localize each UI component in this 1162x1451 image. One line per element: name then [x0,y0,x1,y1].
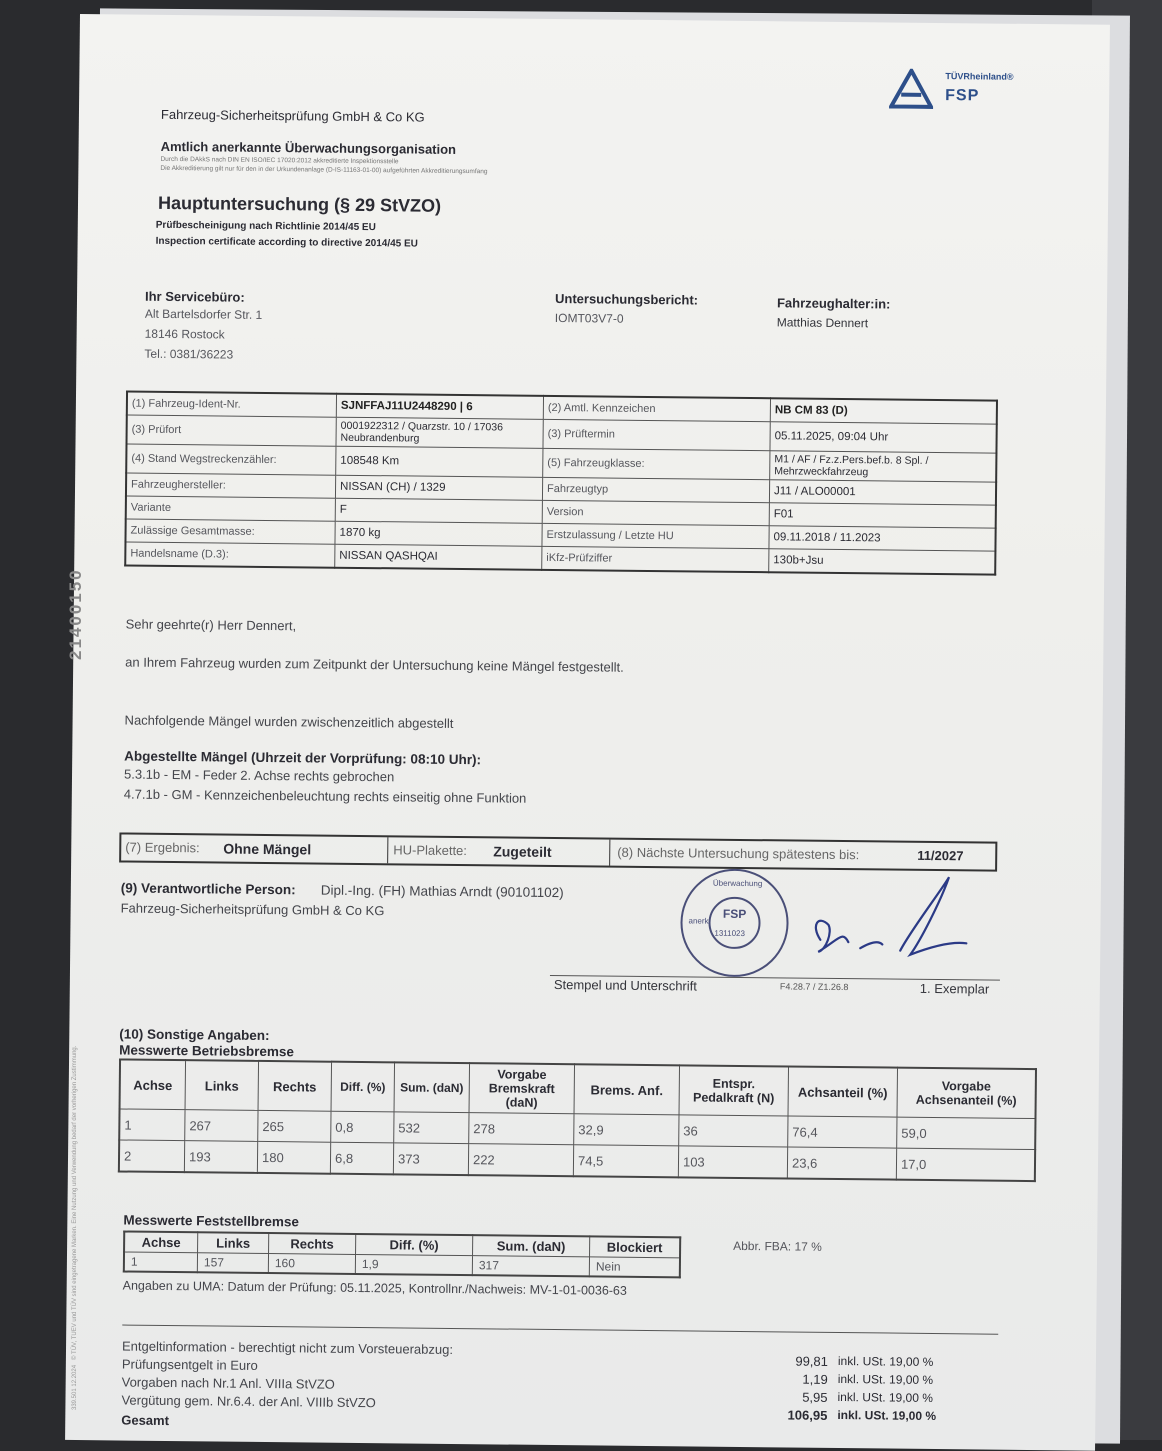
column-header: Blockiert [590,1236,681,1257]
margin-legal [72,1046,78,1410]
variant-label: Variante [126,496,336,521]
letter-greeting: Sehr geehrte(r) Herr Dennert, [126,617,297,634]
table-cell: 36 [679,1115,788,1147]
defect-2: 4.7.1b - GM - Kennzeichenbeleuchtung rechts einseitig ohne Funktion [124,787,527,806]
site-value: 0001922312 / Quarzstr. 10 / 17036 Neubrandenburg [336,417,543,448]
table-cell: 2 [119,1140,185,1172]
table-cell: 17,0 [896,1148,1035,1181]
fba-value: Abbr. FBA: 17 % [733,1239,822,1254]
table-cell: 160 [268,1254,355,1274]
stamp-top-text: Überwachung [713,879,762,889]
table-cell: 59,0 [897,1117,1036,1149]
stamp-center: FSP [708,897,761,950]
table-cell: 267 [185,1110,258,1142]
column-header: Entspr. Pedalkraft (N) [679,1065,789,1116]
table-cell: 532 [394,1112,469,1144]
column-header: Links [198,1232,269,1253]
fee-amount: 1,19 [768,1371,828,1387]
company-name: Fahrzeug-Sicherheitsprüfung GmbH & Co KG [161,107,425,125]
table-cell: 1 [124,1252,198,1272]
column-header: Achsanteil (%) [788,1066,898,1117]
table-cell: 32,9 [574,1114,679,1146]
parking-brake-title: Messwerte Feststellbremse [123,1213,299,1230]
column-header: Brems. Anf. [574,1064,680,1115]
service-brake-table [118,1058,1037,1182]
check-digit-label: iKfz-Prüfziffer [542,546,769,572]
fee-header: Entgeltinformation - berechtigt nicht zum Vorsteuerabzug: [122,1339,453,1357]
result-divider [387,837,388,863]
fee-tax: inkl. USt. 19,00 % [838,1354,934,1369]
table-cell: 6,8 [330,1142,393,1174]
vin-value: SJNFFAJ11U2448290 | 6 [336,394,543,420]
mass-value: 1870 kg [335,521,542,546]
column-header: Rechts [269,1233,356,1254]
subtitle-de: Prüfbescheinigung nach Richtlinie 2014/45 EU [156,220,376,233]
registration-value: 09.11.2018 / 11.2023 [769,526,996,551]
stamp-label: Stempel und Unterschrift [554,977,697,993]
fee-total-tax: inkl. USt. 19,00 % [837,1408,936,1423]
tuv-logo [889,66,1060,118]
margin-code: 21400150 [66,568,86,660]
maker-value: NISSAN (CH) / 1329 [335,475,542,500]
column-header: Vorgabe Achsenanteil (%) [897,1068,1036,1119]
responsible-company: Fahrzeug-Sicherheitsprüfung GmbH & Co KG [121,900,385,918]
signature-icon [790,869,991,971]
fee-tax: inkl. USt. 19,00 % [838,1372,934,1387]
stamp-side-text: anerk. [688,916,710,925]
mass-label: Zulässige Gesamtmasse: [125,519,335,544]
report-label: Untersuchungsbericht: [555,291,698,307]
vin-label: (1) Fahrzeug-Ident-Nr. [127,392,337,418]
responsible-label: (9) Verantwortliche Person: [121,880,296,897]
fee-total-label: Gesamt [121,1413,169,1428]
letter-followup: Nachfolgende Mängel wurden zwischenzeitlich abgestellt [125,713,454,731]
table-cell: 1 [119,1109,185,1141]
triangle-logo-icon [889,68,933,108]
table-cell: 193 [184,1141,257,1173]
table-cell: 1,9 [355,1254,472,1275]
form-code: F4.28.7 / Z1.26.8 [780,981,849,992]
table-cell: 74,5 [573,1145,678,1178]
service-street: Alt Bartelsdorfer Str. 1 [145,307,263,322]
owner-name: Matthias Dennert [777,315,869,330]
uma-info: Angaben zu UMA: Datum der Prüfung: 05.11.2025, Kontrollnr./Nachweis: MV-1-01-0036-63 [123,1279,627,1298]
next-inspection-label: (8) Nächste Untersuchung spätestens bis: [617,840,859,869]
divider [122,1325,998,1335]
recognition-line: Amtlich anerkannte Überwachungsorganisation [161,139,457,157]
official-stamp [680,868,789,977]
trade-name-label: Handelsname (D.3): [125,542,335,568]
type-label: Fahrzeugtyp [542,477,769,502]
column-header: Achse [120,1059,186,1109]
column-header: Vorgabe Bremskraft (daN) [469,1063,575,1114]
stamp-number: 1311023 [714,929,745,938]
vehicle-data-table [124,391,998,576]
owner-label: Fahrzeughalter:in: [777,295,891,311]
table-cell: 103 [678,1146,787,1179]
column-header: Rechts [258,1061,332,1111]
column-header: Sum. (daN) [394,1062,470,1112]
fee-amount: 99,81 [768,1353,828,1369]
subtitle-en: Inspection certificate according to directive 2014/45 EU [156,236,418,250]
table-cell: 0,8 [331,1111,394,1143]
sticker-divider [609,840,610,866]
table-cell: 23,6 [787,1147,896,1180]
table-cell: 76,4 [788,1116,897,1148]
parking-brake-table [123,1231,681,1279]
plate-label: (2) Amtl. Kennzeichen [543,396,770,422]
column-header: Sum. (daN) [473,1235,590,1257]
result-label: (7) Ergebnis: [125,835,200,862]
fee-total-amount: 106,95 [767,1407,827,1423]
table-cell: 157 [197,1253,268,1273]
class-label: (5) Fahrzeugklasse: [543,448,770,479]
odometer-value: 108548 Km [336,446,543,477]
service-brake-title: Messwerte Betriebsbremse [119,1042,294,1059]
sticker-label: HU-Plakette: [393,837,467,864]
table-cell: 317 [472,1256,589,1277]
fee-line-label: Vorgaben nach Nr.1 Anl. VIIIa StVZO [122,1375,335,1392]
table-cell: 278 [469,1113,574,1145]
column-header: Diff. (%) [331,1062,395,1112]
margin-form-ref: 339.501 12.2024 [72,1365,78,1410]
service-label: Ihr Servicebüro: [145,289,245,305]
next-inspection-value: 11/2027 [917,843,964,869]
trade-name-value: NISSAN QASHQAI [335,544,542,570]
result-value: Ohne Mängel [223,836,311,863]
version-label: Version [542,500,769,525]
report-number: IOMT03V7-0 [555,311,624,326]
column-header: Links [185,1060,259,1110]
accreditation-note: Durch die DAkkS nach DIN EN ISO/IEC 17020:2012 akkreditierte Inspektionsstelle [160,156,398,165]
result-box [119,832,997,871]
margin-legal-text: © TÜV, TUEV und TÜV sind eingetragene Marken. Eine Nutzung und Verwendung bedarf der vorherigen Zustimmung. [72,1046,78,1360]
service-city: 18146 Rostock [145,327,225,342]
date-label: (3) Prüftermin [543,419,770,450]
fee-tax: inkl. USt. 19,00 % [837,1390,933,1405]
defect-1: 5.3.1b - EM - Feder 2. Achse rechts gebrochen [124,767,394,785]
fee-amount: 5,95 [767,1389,827,1405]
table-cell: 222 [468,1144,573,1177]
type-value: J11 / ALO00001 [769,480,996,505]
date-value: 05.11.2025, 09:04 Uhr [770,422,997,453]
letter-body: an Ihrem Fahrzeug wurden zum Zeitpunkt der Untersuchung keine Mängel festgestellt. [125,655,624,675]
page-title: Hauptuntersuchung (§ 29 StVZO) [158,193,441,217]
odometer-label: (4) Stand Wegstreckenzähler: [126,444,336,475]
other-info-title: (10) Sonstige Angaben: [119,1026,269,1043]
logo-brand: TÜVRheinland® [945,71,1013,82]
maker-label: Fahrzeughersteller: [126,473,336,498]
check-digit-value: 130b+Jsu [769,549,996,575]
table-cell: 265 [258,1110,331,1142]
site-label: (3) Prüfort [126,415,336,446]
version-value: F01 [769,503,996,528]
class-value: M1 / AF / Fz.z.Pers.bef.b. 8 Spl. / Mehrzweckfahrzeug [770,451,997,482]
sticker-value: Zugeteilt [493,838,552,865]
table-cell: 373 [393,1143,468,1175]
copy-label: 1. Exemplar [920,981,990,997]
fee-line-label: Prüfungsentgelt in Euro [122,1357,258,1373]
logo-fsp: FSP [945,87,979,105]
table-cell: Nein [589,1257,680,1277]
service-phone: Tel.: 0381/36223 [144,347,233,362]
table-cell: 180 [257,1141,330,1173]
accreditation-scope: Die Akkreditierung gilt nur für den in der Urkundenanlage (D-IS-11163-01-00) aufgeführten Akkreditierungsumfang [160,165,487,175]
column-header: Diff. (%) [356,1234,473,1256]
plate-value: NB CM 83 (D) [770,398,997,424]
registration-label: Erstzulassung / Letzte HU [542,523,769,548]
responsible-name: Dipl.-Ing. (FH) Mathias Arndt (90101102) [321,883,564,901]
variant-value: F [335,498,542,523]
column-header: Achse [124,1232,198,1253]
defects-title: Abgestellte Mängel (Uhrzeit der Vorprüfung: 08:10 Uhr): [124,749,481,768]
inspection-certificate [65,14,1110,1451]
fee-line-label: Vergütung gem. Nr.6.4. der Anl. VIIIb StVZO [121,1393,376,1411]
